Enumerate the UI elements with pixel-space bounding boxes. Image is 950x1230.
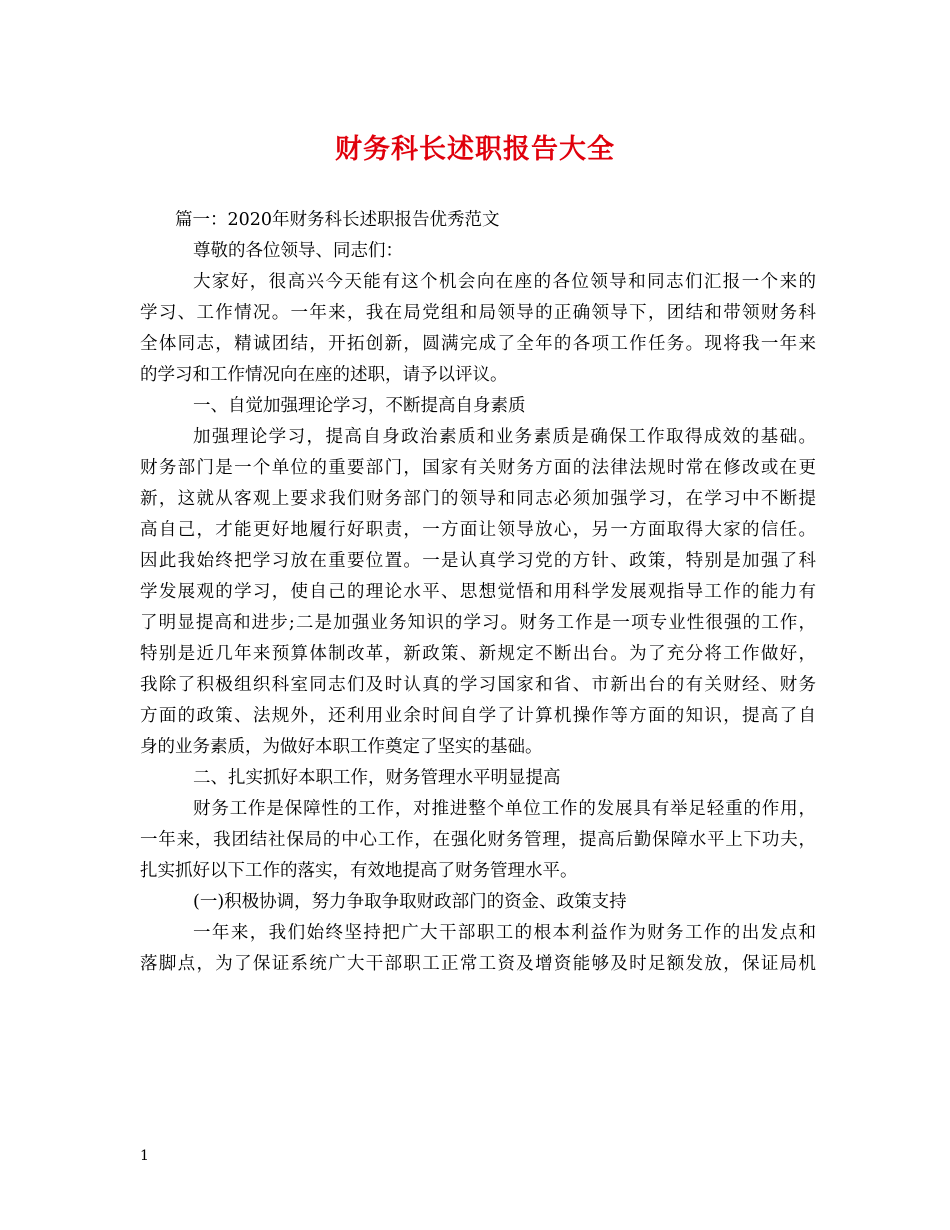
paragraph-line: 学发展观的学习，使自己的理论水平、思想觉悟和用科学发展观指导工作的能力有 — [140, 582, 816, 602]
paragraph-line: 高自己，才能更好地履行好职责，一方面让领导放心，另一方面取得大家的信任。 — [140, 520, 816, 540]
paragraph-line: 学习、工作情况。一年来，我在局党组和局领导的正确领导下，团结和带领财务科 — [140, 303, 816, 323]
paragraph-line: 新，这就从客观上要求我们财务部门的领导和同志必须加强学习，在学习中不断提 — [140, 489, 816, 509]
paragraph-line: 一年来，我团结社保局的中心工作，在强化财务管理，提高后勤保障水平上下功夫， — [140, 830, 816, 850]
paragraph-line: 扎实抓好以下工作的落实，有效地提高了财务管理水平。 — [140, 861, 578, 881]
paragraph-line: 身的业务素质，为做好本职工作奠定了坚实的基础。 — [140, 737, 543, 757]
paragraph-line: 一年来，我们始终坚持把广大干部职工的根本利益作为财务工作的出发点和 — [193, 923, 816, 943]
paragraph-line: 落脚点，为了保证系统广大干部职工正常工资及增资能够及时足额发放，保证局机 — [140, 954, 816, 974]
page-number: 1 — [140, 1148, 149, 1164]
document-title: 财务科长述职报告大全 — [335, 134, 615, 165]
paragraph-line: 全体同志，精诚团结，开拓创新，圆满完成了全年的各项工作任务。现将我一年来 — [140, 334, 816, 354]
paragraph-line: 财务部门是一个单位的重要部门，国家有关财务方面的法律法规时常在修改或在更 — [140, 458, 816, 478]
paragraph-line: 因此我始终把学习放在重要位置。一是认真学习党的方针、政策，特别是加强了科 — [140, 551, 816, 571]
paragraph-line: 大家好，很高兴今天能有这个机会向在座的各位领导和同志们汇报一个来的 — [193, 272, 816, 292]
document-body — [140, 205, 816, 980]
paragraph-line: 特别是近几年来预算体制改革，新政策、新规定不断出台。为了充分将工作做好， — [140, 644, 816, 664]
paragraph-line: 财务工作是保障性的工作，对推进整个单位工作的发展具有举足轻重的作用， — [193, 799, 816, 819]
paragraph-line: 的学习和工作情况向在座的述职，请予以评议。 — [140, 365, 508, 385]
paragraph-line: 我除了积极组织科室同志们及时认真的学习国家和省、市新出台的有关财经、财务 — [140, 675, 816, 695]
salutation-line: 尊敬的各位领导、同志们： — [193, 241, 403, 261]
section-heading-line: 二、扎实抓好本职工作，财务管理水平明显提高 — [193, 768, 561, 788]
paragraph-line: 了明显提高和进步;二是加强业务知识的学习。财务工作是一项专业性很强的工作， — [140, 613, 816, 633]
subsection-heading-line: (一)积极协调，努力争取争取财政部门的资金、政策支持 — [193, 892, 627, 912]
section-heading-line: 一、自觉加强理论学习，不断提高自身素质 — [193, 396, 526, 416]
paragraph-line: 加强理论学习，提高自身政治素质和业务素质是确保工作取得成效的基础。 — [193, 427, 816, 447]
section-heading-line: 篇一：2020年财务科长述职报告优秀范文 — [175, 210, 500, 230]
paragraph-line: 方面的政策、法规外，还利用业余时间自学了计算机操作等方面的知识，提高了自 — [140, 706, 816, 726]
